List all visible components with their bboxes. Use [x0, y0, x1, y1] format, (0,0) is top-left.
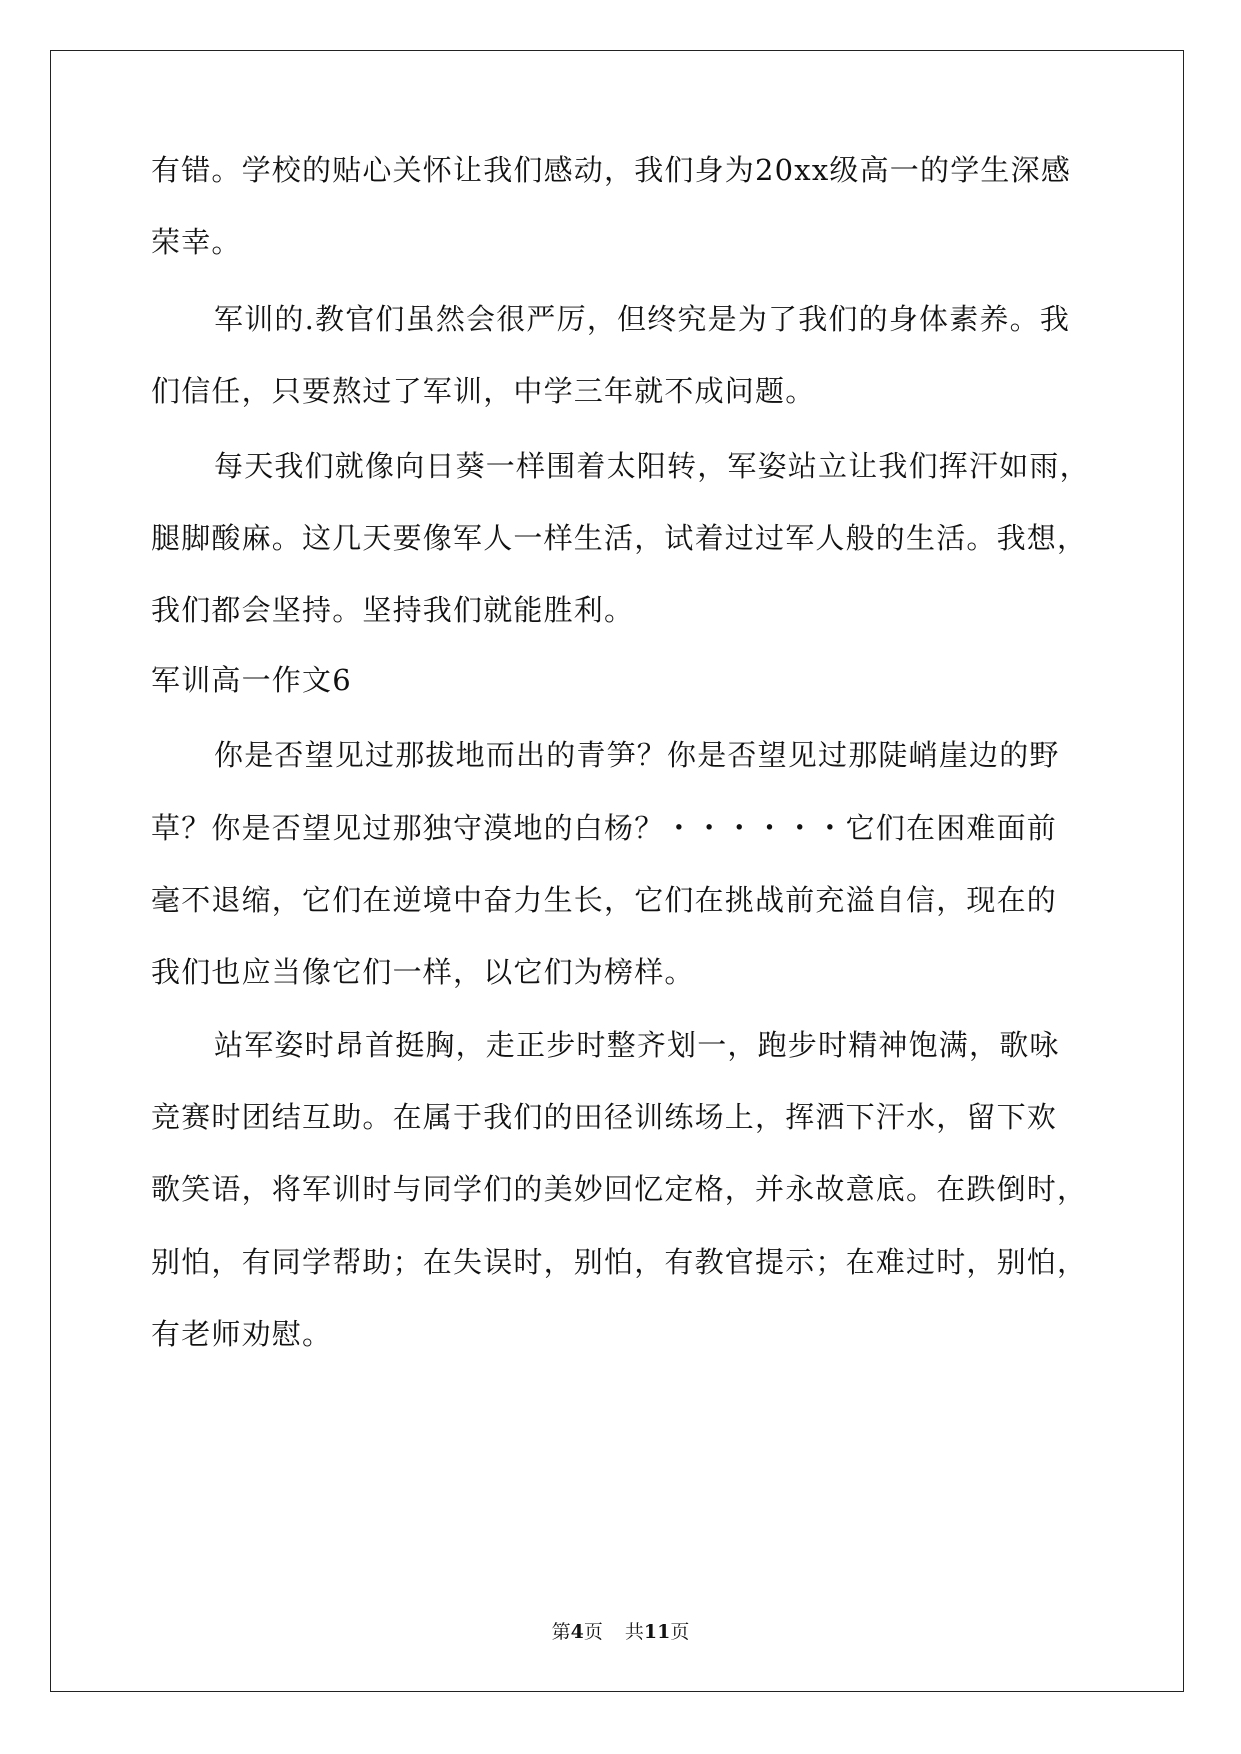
body-line: 有老师劝慰。 [151, 1317, 333, 1351]
body-line: 别怕，有同学帮助；在失误时，别怕，有教官提示；在难过时，别怕， [151, 1245, 1088, 1279]
section-heading: 军训高一作文6 [151, 663, 352, 697]
paragraph-first-line: 你是否望见过那拔地而出的青笋？你是否望见过那陡峭崖边的野 [214, 738, 1060, 772]
paragraph-first-line: 每天我们就像向日葵一样围着太阳转，军姿站立让我们挥汗如雨， [214, 449, 1090, 483]
page-prefix: 第 [551, 1621, 571, 1643]
page-footer [0, 1619, 1241, 1645]
total-suffix: 页 [670, 1621, 690, 1643]
page-total: 11 [643, 1621, 671, 1643]
body-line: 毫不退缩，它们在逆境中奋力生长，它们在挑战前充溢自信，现在的 [151, 883, 1058, 917]
body-line: 竞赛时团结互助。在属于我们的田径训练场上，挥洒下汗水，留下欢 [151, 1100, 1058, 1134]
total-prefix: 共 [624, 1621, 644, 1643]
page-current: 4 [570, 1621, 584, 1643]
page-suffix: 页 [583, 1621, 603, 1643]
paragraph-first-line: 站军姿时昂首挺胸，走正步时整齐划一，跑步时精神饱满，歌咏 [214, 1028, 1060, 1062]
body-line: 们信任，只要熬过了军训，中学三年就不成问题。 [151, 374, 816, 408]
body-line: 我们也应当像它们一样，以它们为榜样。 [151, 955, 695, 989]
body-line: 歌笑语，将军训时与同学们的美妙回忆定格，并永故意底。在跌倒时， [151, 1172, 1088, 1206]
body-line: 荣幸。 [151, 225, 242, 259]
body-line: 有错。学校的贴心关怀让我们感动，我们身为20xx级高一的学生深感 [151, 153, 1072, 187]
paragraph-first-line: 军训的.教官们虽然会很严厉，但终究是为了我们的身体素养。我 [214, 302, 1071, 336]
page-border [50, 50, 1184, 1692]
body-line: 腿脚酸麻。这几天要像军人一样生活，试着过过军人般的生活。我想， [151, 521, 1088, 555]
body-line: 草？你是否望见过那独守漠地的白杨？・・・・・・它们在困难面前 [151, 811, 1058, 845]
body-line: 我们都会坚持。坚持我们就能胜利。 [151, 593, 635, 627]
